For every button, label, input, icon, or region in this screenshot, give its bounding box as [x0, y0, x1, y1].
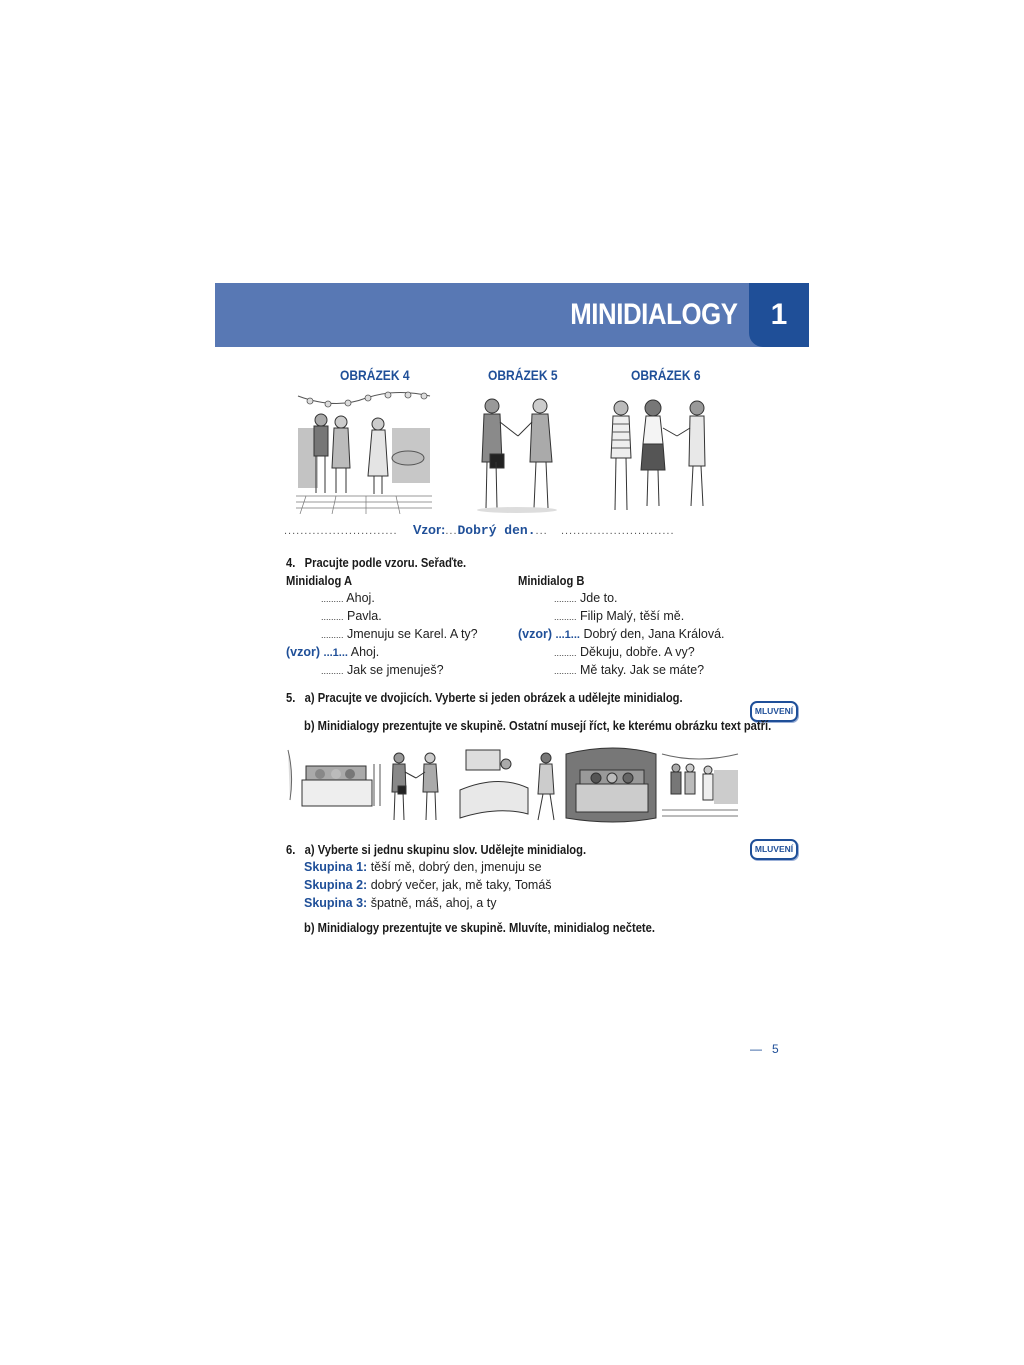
word-group-2 [304, 878, 552, 892]
blank[interactable]: ......... [554, 648, 577, 658]
dialog-b-line-2 [554, 609, 684, 623]
chapter-title: MINIDIALOGY [569, 298, 737, 331]
page-number [750, 1042, 779, 1056]
dialog-text: Ahoj. [343, 591, 375, 605]
picture-label-5: OBRÁZEK 5 [488, 367, 558, 383]
illustration-party [296, 388, 432, 514]
illustration-handshake [472, 392, 562, 514]
dialog-text: Pavla. [343, 609, 382, 623]
dialog-text: Mě taky. Jak se máte? [576, 663, 705, 677]
task-4-number: 4. [286, 555, 296, 570]
page-number-value: 5 [772, 1042, 779, 1056]
speaking-badge: MLUVENÍ [750, 701, 798, 722]
dialog-a-line-1 [321, 591, 375, 605]
dialog-b-line-4 [554, 645, 695, 659]
blank[interactable]: ......... [321, 666, 344, 676]
dialog-a-line-2 [321, 609, 382, 623]
group-words: špatně, máš, ahoj, a ty [367, 896, 497, 910]
blank[interactable]: ......... [321, 612, 344, 622]
dialog-text: Jak se jmenuješ? [343, 663, 444, 677]
dialog-text: Filip Malý, těší mě. [576, 609, 685, 623]
dialog-a-line-3 [321, 627, 478, 641]
speaking-badge-2: MLUVENÍ [750, 839, 798, 860]
example-label: Vzor: [412, 522, 446, 537]
dialog-text: Ahoj. [347, 645, 380, 659]
minidialog-a-title: Minidialog A [286, 573, 353, 588]
task-4-instruction: Pracujte podle vzoru. Seřaďte. [304, 555, 467, 570]
example-pre: ... [445, 525, 458, 537]
blank[interactable]: ......... [554, 612, 577, 622]
blank[interactable]: ......... [321, 594, 344, 604]
dialog-text: Dobrý den, Jana Králová. [579, 627, 725, 641]
blank[interactable]: ......... [554, 666, 577, 676]
example-post: ... [535, 525, 548, 537]
task-5-number: 5. [286, 690, 296, 705]
vzor-prefix: (vzor) [286, 645, 321, 659]
dialog-a-line-4 [286, 645, 379, 659]
word-group-3 [304, 896, 496, 910]
task-6-a-text: a) Vyberte si jednu skupinu slov. Udělejte minidialog. [304, 842, 587, 857]
example-dots-right: ............................ [560, 525, 675, 537]
task-5-a [286, 690, 683, 705]
minidialog-b-title: Minidialog B [518, 573, 585, 588]
task-6-number: 6. [286, 842, 296, 857]
dialog-text: Jde to. [576, 591, 618, 605]
example-dots-left: ............................ [284, 525, 398, 537]
example-text: Dobrý den. [457, 523, 536, 538]
blank-filled: ...1... [555, 629, 580, 641]
group-label: Skupina 2: [304, 878, 368, 892]
strip-bedroom [284, 748, 382, 822]
task-5-b-text: b) Minidialogy prezentujte ve skupině. Ostatní musejí říct, ke kterému obrázku text patří. [304, 718, 772, 733]
task-5-a-text: a) Pracujte ve dvojicích. Vyberte si jeden obrázek a udělejte minidialog. [304, 690, 683, 705]
chapter-header [215, 283, 809, 347]
illustration-friends [605, 394, 715, 516]
blank-filled: ...1... [323, 647, 348, 659]
dialog-b-line-3 [518, 627, 725, 641]
example-line [284, 522, 740, 542]
dialog-text: Děkuju, dobře. A vy? [576, 645, 695, 659]
group-words: dobrý večer, jak, mě taky, Tomáš [367, 878, 552, 892]
dialog-b-line-1 [554, 591, 618, 605]
task-6-a [286, 842, 586, 857]
illustration-strip [284, 744, 740, 826]
picture-label-4: OBRÁZEK 4 [340, 367, 410, 383]
dialog-text: Jmenuju se Karel. A ty? [343, 627, 478, 641]
group-label: Skupina 1: [304, 860, 368, 874]
unit-number: 1 [749, 283, 809, 347]
vzor-prefix: (vzor) [518, 627, 553, 641]
blank[interactable]: ......... [321, 630, 344, 640]
blank[interactable]: ......... [554, 594, 577, 604]
task-6-b-text: b) Minidialogy prezentujte ve skupině. Mluvíte, minidialog nečtete. [304, 920, 655, 935]
group-label: Skupina 3: [304, 896, 368, 910]
word-group-1 [304, 860, 542, 874]
picture-label-6: OBRÁZEK 6 [631, 367, 701, 383]
dialog-b-line-5 [554, 663, 704, 677]
group-words: těší mě, dobrý den, jmenuju se [367, 860, 542, 874]
task-4-heading [286, 555, 466, 570]
dialog-a-line-5 [321, 663, 444, 677]
page-dash: — [750, 1042, 762, 1056]
